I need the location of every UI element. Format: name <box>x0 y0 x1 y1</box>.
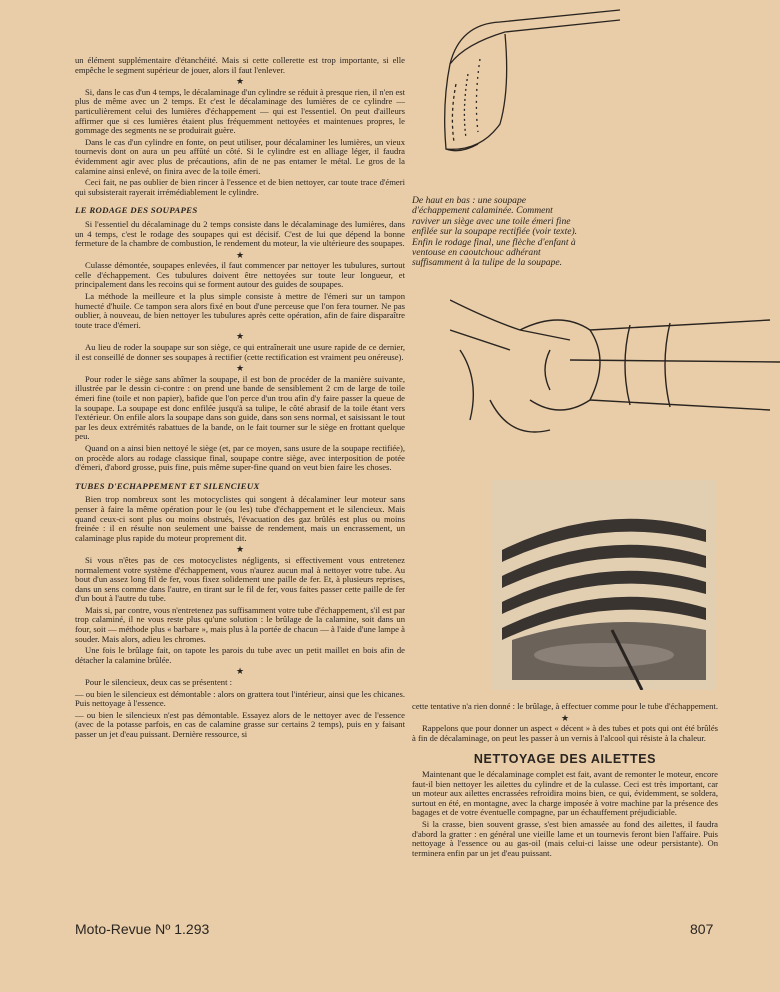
paragraph: Pour roder le siège sans abîmer la soupape, il est bon de procéder de la manière suivante, illustrée par le dessin ci-contre : on prend une bande de sensiblement 2 cm de large de toile émeri fine (toile et non papier), bafide que l'on perce d'un trou afin d'y faire passer la queue de la soupape. La soupape est donc enfilée jusqu'à sa tulipe, le côté abrasif de la toile étant vers l'extérieur. On enfile alors la soupape dans son guide, dans son sens normal, et saisissant le tout par les deux extrémités rabattues de la bande, on le fait tourner sur le siège en frottant quelque peu. <box>75 373 405 442</box>
star-separator: ★ <box>560 712 570 723</box>
paragraph: Maintenant que le décalaminage complet est fait, avant de remonter le moteur, encore faut-il bien nettoyer les ailettes du cylindre et de la culasse. Ceci est très important, car un moteur aux ailettes encrassées refroidira moins bien, ce qui, évidemment, se soldera, surtout en été, en montagne, avec la charge imposée à votre machine par la présence des bagages et de votre éventuelle compagne, par un échauffement préjudiciable. <box>412 768 718 818</box>
paragraph: Une fois le brûlage fait, on tapote les parois du tube avec un petit maillet en bois afin de détacher la calamine brûlée. <box>75 645 405 665</box>
paragraph: Mais si, par contre, vous n'entretenez pas suffisamment votre tube d'échappement, s'il est par trop calaminé, il ne vous reste plus qu'une solution : le brûlage de la calamine, soit dans un four, soit — méthode plus « barbare », mais plus à la portée de chacun — à l'aide d'une lampe à souder. Mais alors, adieu les chromes. <box>75 604 405 644</box>
page-number: 807 <box>690 921 714 937</box>
hand-valve-drawing <box>450 290 780 450</box>
left-column <box>75 56 405 742</box>
cylinder-fins-image <box>492 480 716 690</box>
paragraph: un élément supplémentaire d'étanchéité. Mais si cette collerette est trop importante, si elle empêche le segment supérieur de jouer, alors il faut l'enlever. <box>75 55 405 75</box>
paragraph: Si l'essentiel du décalaminage du 2 temps consiste dans le décalaminage des lumières, dans un 4 temps, c'est le rodage des soupapes qui est décisif. C'est de lui que dépend la bonne fermeture de la chambre de combustion, le rendement du moteur, la vie ultérieure des soupapes. <box>75 218 405 249</box>
star-separator: ★ <box>235 331 245 342</box>
star-separator: ★ <box>235 76 245 87</box>
section-heading-rodage: LE RODAGE DES SOUPAPES <box>75 205 198 216</box>
figure-caption: De haut en bas : une soupape d'échappement calaminée. Comment raviver un siège avec une toile émeri fine enfilée sur la soupape rectifiée (voir texte). Enfin le rodage final, une flèche d'enfant à ventouse en caoutchouc adhérant suffisamment à la tulipe de la soupape. <box>412 195 578 269</box>
star-separator: ★ <box>235 363 245 374</box>
paragraph: Dans le cas d'un cylindre en fonte, on peut utiliser, pour décalaminer les lumières, un vieux tournevis dont on aura un peu affûté un côté. Si le cylindre est en alliage léger, il faudra évidemment agir avec plus de précautions, afin de ne pas entamer le métal. Le gros de la calamine ainsi enlevé, on finira avec de la toile émeri. <box>75 136 405 176</box>
paragraph: — ou bien le silencieux est démontable : alors on grattera tout l'intérieur, ainsi que les chicanes. Puis nettoyage à l'essence. <box>75 688 405 709</box>
section-heading-ailettes: NETTOYAGE DES AILETTES <box>473 752 657 767</box>
finned-cylinder-photo <box>492 480 716 690</box>
valve-illustration <box>420 4 630 164</box>
paragraph: Ceci fait, ne pas oublier de bien rincer à l'essence et de bien nettoyer, car toute trace d'émeri qui subsisterait rayerait irrémédiablement le cylindre. <box>75 177 405 197</box>
paragraph: Pour le silencieux, deux cas se présentent : <box>85 677 233 688</box>
paragraph: La méthode la meilleure et la plus simple consiste à mettre de l'émeri sur un tampon humecté d'huile. Ce tampon sera alors fixé en bout d'une perceuse que l'on fera tourner. Ne pas oublier, à nouveau, de bien nettoyer les tubulures après cette opération, afin de faire disparaître toute trace d'émeri. <box>75 291 405 330</box>
paragraph: Quand on a ainsi bien nettoyé le siège (et, par ce moyen, sans usure de la soupape rectifiée), on procède alors au rodage classique final, soupape contre siège, avec interposition de potée d'émeri, d'abord grosse, puis fine, puis même super-fine quand on veut bien faire les choses. <box>75 442 405 473</box>
star-separator: ★ <box>235 544 245 555</box>
paragraph: Culasse démontée, soupapes enlevées, il faut commencer par nettoyer les tubulures, surtout celle d'échappement. Ces tubulures doivent être nettoyées sur toute leur longueur, et principalement dans les recoins qui se forment autour des guides de soupapes. <box>75 260 405 290</box>
paragraph: Si la crasse, bien souvent grasse, s'est bien amassée au fond des ailettes, il faudra d'abord la gratter : en général une vieille lame et un tournevis feront bien l'affaire. Puis nettoyage à l'essence ou au gas-oil (mais celui-ci laisse une odeur persistante). On terminera enfin par un jet d'eau puissant. <box>412 818 718 858</box>
paragraph: Rappelons que pour donner un aspect « décent » à des tubes et pots qui ont été brûlés à fin de décalaminage, on peut les passer à un vernis à l'alcool qui résiste à la chaleur. <box>412 723 718 743</box>
paragraph: — ou bien le silencieux n'est pas démontable. Essayez alors de le nettoyer avec de l'essence (avec de la potasse parfois, en cas de calamine grasse sur certains 2 temps), puis en y faisant passer un jet d'eau puissant. Dernière ressource, si <box>75 709 405 739</box>
paragraph: Si vous n'êtes pas de ces motocyclistes négligents, si effectivement vous entretenez normalement votre système d'échappement, vous n'aurez aucun mal à nettoyer votre tube. Au bout d'un assez long fil de fer, vous fixez solidement une paille de fer. Et, à plusieurs reprises, dans un sens comme dans l'autre, en tirant sur le fil de fer, vous faites passer cette paille de fer d'un bout à l'autre du tube. <box>75 554 405 604</box>
calamine-valve-drawing <box>420 4 630 164</box>
valve-seat-sketch <box>450 290 780 450</box>
paragraph: cette tentative n'a rien donné : le brûlage, à effectuer comme pour le tube d'échappement. <box>412 701 718 711</box>
star-separator: ★ <box>235 249 245 260</box>
paragraph: Bien trop nombreux sont les motocyclistes qui songent à décalaminer leur moteur sans penser à faire la même opération pour le (ou les) tube d'échappement et le silencieux. Mais quand ceux-ci sont plus ou moins obstrués, l'évacuation des gaz brûlés est plus ou moins freinée : il en résulte non seulement une baisse de rendement, mais un encrassement, un calaminage plus rapide du moteur proprement dit. <box>75 494 405 543</box>
paragraph: Au lieu de roder la soupape sur son siège, ce qui entraînerait une usure rapide de ce dernier, il est conseillé de donner ses soupapes à rectifier (cette rectification est vraiment peu onéreuse). <box>75 342 405 362</box>
section-heading-tubes: TUBES D'ECHAPPEMENT ET SILENCIEUX <box>75 480 260 491</box>
paragraph: Si, dans le cas d'un 4 temps, le décalaminage d'un cylindre se réduit à presque rien, il n'en est plus de même avec un 2 temps. Et c'est le décalaminage des lumières de ce cylindre — particulièrement celui des lumières d'échappement — qui est l'essentiel. On peut d'ailleurs affirmer que si ces lumières étaient plus fréquemment nettoyées et maintenues propres, le gommage des segments ne se produirait guère. <box>75 86 405 136</box>
right-column <box>412 702 718 860</box>
star-separator: ★ <box>235 666 245 677</box>
magazine-footer: Moto-Revue Nº 1.293 <box>75 921 210 937</box>
